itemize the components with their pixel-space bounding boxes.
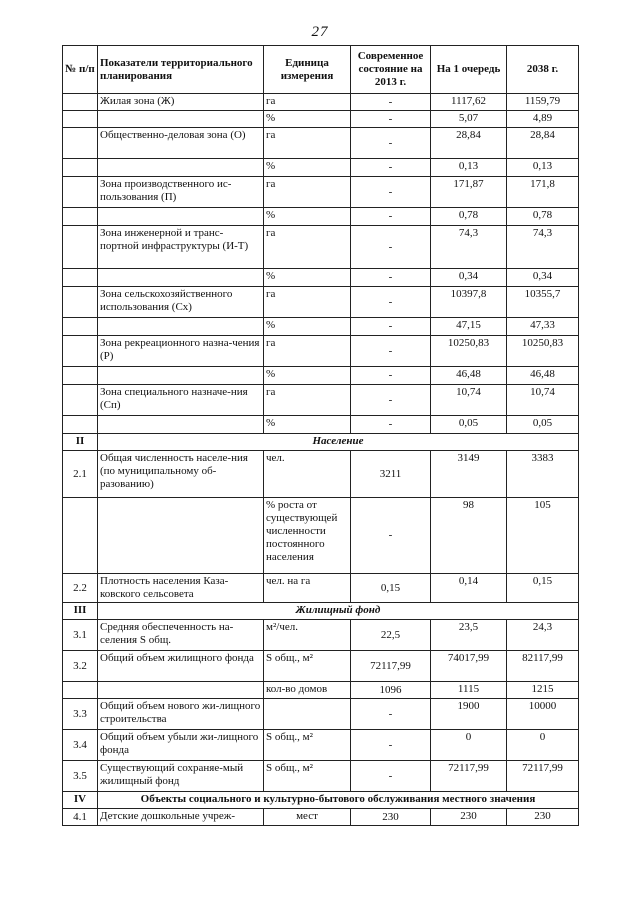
row-number: [63, 682, 98, 699]
current-value: 72117,99: [351, 651, 431, 682]
final-year-value: 0,05: [507, 416, 579, 434]
unit-cell: га: [264, 128, 351, 159]
unit-cell: га: [264, 94, 351, 111]
first-stage-value: 0,13: [431, 159, 507, 177]
row-number: 2.1: [63, 451, 98, 498]
first-stage-value: 72117,99: [431, 761, 507, 792]
indicator-name: Жилая зона (Ж): [98, 94, 264, 111]
indicator-name: Общий объем убыли жи-лищного фонда: [98, 730, 264, 761]
unit-cell: мест: [264, 809, 351, 826]
current-value: -: [351, 177, 431, 208]
section-row: [63, 434, 579, 451]
current-value: -: [351, 208, 431, 226]
unit-cell: %: [264, 111, 351, 128]
row-number: [63, 111, 98, 128]
section-number: IV: [63, 792, 98, 809]
table-row: [63, 159, 579, 177]
unit-cell: %: [264, 367, 351, 385]
row-number: [63, 208, 98, 226]
row-number: [63, 94, 98, 111]
table-row: [63, 226, 579, 269]
first-stage-value: 10250,83: [431, 336, 507, 367]
current-value: -: [351, 730, 431, 761]
unit-cell: га: [264, 226, 351, 269]
indicator-name: [98, 498, 264, 574]
current-value: -: [351, 269, 431, 287]
unit-cell: S общ., м²: [264, 730, 351, 761]
current-value: -: [351, 159, 431, 177]
row-number: [63, 159, 98, 177]
table-row: [63, 177, 579, 208]
first-stage-value: 0,78: [431, 208, 507, 226]
unit-cell: га: [264, 177, 351, 208]
row-number: [63, 367, 98, 385]
row-number: 3.5: [63, 761, 98, 792]
indicator-name: Общий объем нового жи-лищного строительства: [98, 699, 264, 730]
final-year-value: 82117,99: [507, 651, 579, 682]
final-year-value: 10355,7: [507, 287, 579, 318]
table-row: [63, 699, 579, 730]
table-row: [63, 367, 579, 385]
current-value: -: [351, 367, 431, 385]
unit-cell: га: [264, 385, 351, 416]
row-number: 3.1: [63, 620, 98, 651]
indicator-name: Общий объем жилищного фонда: [98, 651, 264, 682]
row-number: [63, 336, 98, 367]
first-stage-value: 74,3: [431, 226, 507, 269]
first-stage-value: 3149: [431, 451, 507, 498]
section-row: [63, 792, 579, 809]
final-year-value: 1215: [507, 682, 579, 699]
indicator-name: Средняя обеспеченность на-селения S общ.: [98, 620, 264, 651]
row-number: [63, 177, 98, 208]
first-stage-value: 0,34: [431, 269, 507, 287]
indicator-name: [98, 682, 264, 699]
indicator-name: Общая численность населе-ния (по муниципальному об-разованию): [98, 451, 264, 498]
indicator-name: Зона производственного ис-пользования (П): [98, 177, 264, 208]
unit-cell: чел.: [264, 451, 351, 498]
current-value: 1096: [351, 682, 431, 699]
unit-cell: %: [264, 208, 351, 226]
first-stage-value: 171,87: [431, 177, 507, 208]
final-year-value: 1159,79: [507, 94, 579, 111]
table-row: [63, 416, 579, 434]
final-year-value: 72117,99: [507, 761, 579, 792]
table-row: [63, 318, 579, 336]
final-year-value: 105: [507, 498, 579, 574]
section-number: III: [63, 603, 98, 620]
current-value: 22,5: [351, 620, 431, 651]
unit-cell: м²/чел.: [264, 620, 351, 651]
table-row: [63, 208, 579, 226]
indicator-name: [98, 159, 264, 177]
table-row: [63, 498, 579, 574]
header-current: Современное состояние на 2013 г.: [351, 46, 431, 94]
row-number: [63, 416, 98, 434]
section-title: Объекты социального и культурно-бытового обслуживания местного значения: [98, 792, 579, 809]
current-value: 230: [351, 809, 431, 826]
current-value: 0,15: [351, 574, 431, 603]
planning-indicators-table: [62, 45, 579, 826]
table-row: [63, 451, 579, 498]
unit-cell: га: [264, 287, 351, 318]
section-title: Население: [98, 434, 579, 451]
final-year-value: 46,48: [507, 367, 579, 385]
table-row: [63, 651, 579, 682]
first-stage-value: 46,48: [431, 367, 507, 385]
final-year-value: 10250,83: [507, 336, 579, 367]
table-row: [63, 269, 579, 287]
first-stage-value: 98: [431, 498, 507, 574]
first-stage-value: 10397,8: [431, 287, 507, 318]
row-number: 3.3: [63, 699, 98, 730]
indicator-name: Существующий сохраняе-мый жилищный фонд: [98, 761, 264, 792]
first-stage-value: 5,07: [431, 111, 507, 128]
current-value: -: [351, 318, 431, 336]
final-year-value: 0,34: [507, 269, 579, 287]
page-number: 27: [311, 24, 329, 40]
first-stage-value: 28,84: [431, 128, 507, 159]
unit-cell: чел. на га: [264, 574, 351, 603]
table-row: [63, 287, 579, 318]
table-row: [63, 809, 579, 826]
table-row: [63, 682, 579, 699]
final-year-value: 10,74: [507, 385, 579, 416]
row-number: [63, 287, 98, 318]
section-row: [63, 603, 579, 620]
table-row: [63, 111, 579, 128]
row-number: [63, 269, 98, 287]
row-number: [63, 226, 98, 269]
current-value: -: [351, 498, 431, 574]
section-number: II: [63, 434, 98, 451]
final-year-value: 3383: [507, 451, 579, 498]
indicator-name: Зона сельскохозяйственного использования (Сх): [98, 287, 264, 318]
current-value: -: [351, 416, 431, 434]
header-first-stage: На 1 очередь: [431, 46, 507, 94]
section-title: Жилищный фонд: [98, 603, 579, 620]
table-row: [63, 128, 579, 159]
current-value: 3211: [351, 451, 431, 498]
row-number: 4.1: [63, 809, 98, 826]
unit-cell: %: [264, 318, 351, 336]
indicator-name: Зона рекреационного назна-чения (Р): [98, 336, 264, 367]
unit-cell: S общ., м²: [264, 651, 351, 682]
unit-cell: %: [264, 416, 351, 434]
final-year-value: 230: [507, 809, 579, 826]
final-year-value: 74,3: [507, 226, 579, 269]
first-stage-value: 0: [431, 730, 507, 761]
indicator-name: [98, 208, 264, 226]
first-stage-value: 23,5: [431, 620, 507, 651]
current-value: -: [351, 699, 431, 730]
indicator-name: [98, 269, 264, 287]
table-row: [63, 336, 579, 367]
final-year-value: 0,13: [507, 159, 579, 177]
indicator-name: [98, 416, 264, 434]
table-row: [63, 620, 579, 651]
indicator-name: Зона инженерной и транс-портной инфраструктуры (И-Т): [98, 226, 264, 269]
indicator-name: [98, 367, 264, 385]
final-year-value: 10000: [507, 699, 579, 730]
first-stage-value: 47,15: [431, 318, 507, 336]
first-stage-value: 1117,62: [431, 94, 507, 111]
header-final-year: 2038 г.: [507, 46, 579, 94]
final-year-value: 24,3: [507, 620, 579, 651]
final-year-value: 171,8: [507, 177, 579, 208]
final-year-value: 28,84: [507, 128, 579, 159]
first-stage-value: 10,74: [431, 385, 507, 416]
current-value: -: [351, 94, 431, 111]
current-value: -: [351, 761, 431, 792]
current-value: -: [351, 287, 431, 318]
final-year-value: 0: [507, 730, 579, 761]
current-value: -: [351, 385, 431, 416]
table-row: [63, 730, 579, 761]
header-num: № п/п: [63, 46, 98, 94]
header-unit: Единица измерения: [264, 46, 351, 94]
row-number: [63, 385, 98, 416]
current-value: -: [351, 226, 431, 269]
header-indicator: Показатели территориального планирования: [98, 46, 264, 94]
indicator-name: Плотность населения Каза-ковского сельсовета: [98, 574, 264, 603]
table-row: [63, 94, 579, 111]
row-number: [63, 498, 98, 574]
row-number: [63, 128, 98, 159]
final-year-value: 0,15: [507, 574, 579, 603]
unit-cell: S общ., м²: [264, 761, 351, 792]
indicator-name: Общественно-деловая зона (О): [98, 128, 264, 159]
row-number: 2.2: [63, 574, 98, 603]
first-stage-value: 0,05: [431, 416, 507, 434]
row-number: [63, 318, 98, 336]
table-row: [63, 761, 579, 792]
unit-cell: %: [264, 159, 351, 177]
unit-cell: [264, 699, 351, 730]
unit-cell: кол-во домов: [264, 682, 351, 699]
table-header-row: [63, 46, 579, 94]
table-row: [63, 385, 579, 416]
final-year-value: 0,78: [507, 208, 579, 226]
indicator-name: [98, 111, 264, 128]
final-year-value: 4,89: [507, 111, 579, 128]
first-stage-value: 1115: [431, 682, 507, 699]
current-value: -: [351, 111, 431, 128]
unit-cell: % роста от существующей численности постоянного населения: [264, 498, 351, 574]
current-value: -: [351, 336, 431, 367]
first-stage-value: 0,14: [431, 574, 507, 603]
first-stage-value: 74017,99: [431, 651, 507, 682]
first-stage-value: 230: [431, 809, 507, 826]
final-year-value: 47,33: [507, 318, 579, 336]
row-number: 3.2: [63, 651, 98, 682]
table-row: [63, 574, 579, 603]
row-number: 3.4: [63, 730, 98, 761]
unit-cell: га: [264, 336, 351, 367]
indicator-name: [98, 318, 264, 336]
indicator-name: Зона специального назначе-ния (Сп): [98, 385, 264, 416]
unit-cell: %: [264, 269, 351, 287]
indicator-name: Детские дошкольные учреж-: [98, 809, 264, 826]
current-value: -: [351, 128, 431, 159]
first-stage-value: 1900: [431, 699, 507, 730]
